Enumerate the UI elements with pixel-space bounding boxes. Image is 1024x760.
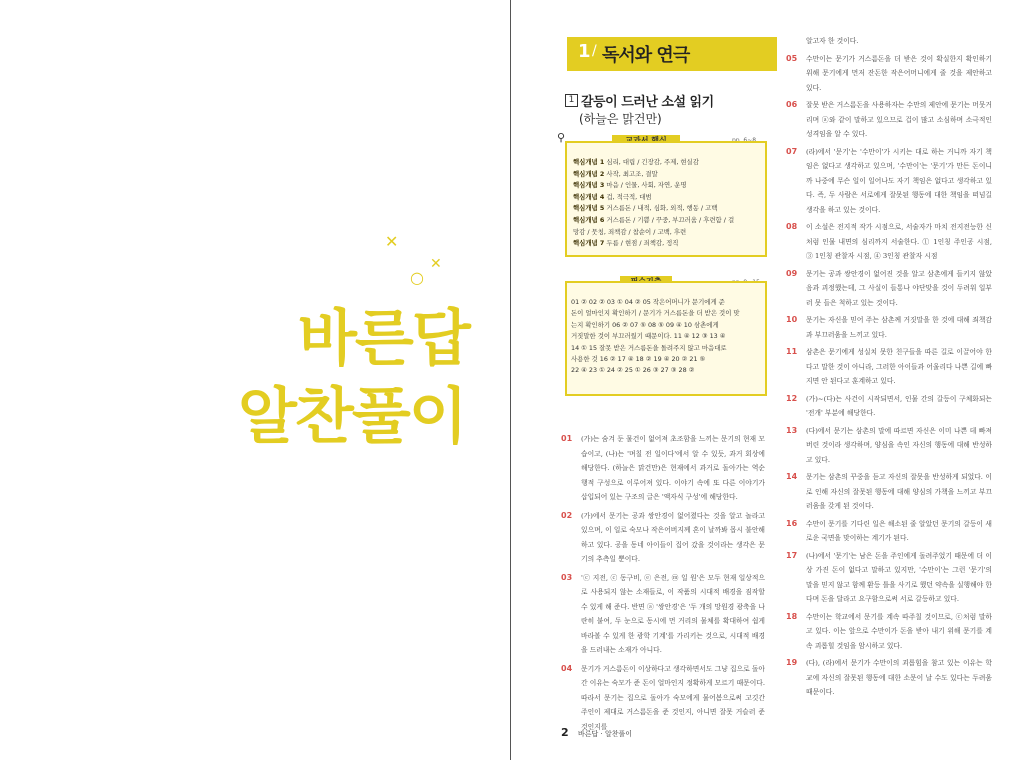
answer-line: 22 ④ 23 ① 24 ② 25 ① 26 ③ 27 ③ 28 ② xyxy=(571,366,695,375)
explanation-item: 03 'ⓒ 지전, ⓒ 동구비, ⓔ 은전, ⓜ 일 원'은 모두 현재 일상적으로 사용되지 않는 소재들로, 이 작품의 시대적 배경을 짐작할 수 있게 해 준다. 반면 ⓐ '쌍안경'은 '두 개의 망원경 광축을 나란히 붙여, 두 눈으로 동시에 먼 거리의 물체를 확대하여 쉽게 바라볼 수 있게 한 광학 기계'를 가리키는 것으로, 시대적 배경을 드러내는 소재가 아니다. xyxy=(561,572,765,654)
chapter-number: 1 xyxy=(578,41,591,62)
core-row: 핵심개념 7 두름 / 현점 / 죄책감, 정직 xyxy=(573,239,679,248)
answer-line: 돈이 얼마인지 확인하기 / 문기가 거스름돈을 더 받은 것이 맞 xyxy=(571,309,740,318)
circle-decoration-icon: ○ xyxy=(410,268,424,287)
core-row: 핵심개념 5 거스름돈 / 내적, 심화, 외적, 행동 / 고백 xyxy=(573,204,718,213)
section-title: 갈등이 드러난 소설 읽기 xyxy=(581,95,714,110)
core-row: 핵심개념 2 사작, 최고조, 결말 xyxy=(573,169,658,178)
explanation-item: 05 수만이는 문기가 거스름돈을 더 받은 것이 확실한지 확인하기 위해 문기에게 먼저 잔돈한 작은어머니에게 줄 것을 제안하고 있다. xyxy=(786,53,992,92)
explanation-item: 13 (다)에서 문기는 삼촌의 말에 따르면 자신은 이미 나쁜 데 빠져 버린 것이라 생각하며, 양심을 속인 자신의 행동에 대해 반성하고 있다. xyxy=(786,425,992,464)
continued-text: 알고자 한 것이다. xyxy=(806,37,859,45)
left-page xyxy=(0,0,510,760)
section-number-box: 1 xyxy=(565,94,578,107)
answer-line: 01 ② 02 ② 03 ① 04 ② 05 작은어머니가 문기에게 준 xyxy=(571,298,725,306)
explanation-item: 19 (다), (라)에서 문기가 수만이의 괴롭힘을 참고 있는 이유는 학교에 자신의 잘못된 행동에 대한 소문이 날 수도 있다는 두려움 때문이다. xyxy=(786,658,992,696)
explanation-item: 16 수만이 문기를 기다린 일은 해소된 줄 알았던 문기의 갈등이 새로운 국면을 맞이하는 계기가 된다. xyxy=(786,518,992,542)
brand-line-1: 바른답 xyxy=(298,303,469,374)
core-concept-card xyxy=(565,141,767,257)
footer-title: 바른답 · 알찬풀이 xyxy=(578,730,633,738)
section-subtitle: (하늘은 맑건만) xyxy=(579,112,662,126)
explanation-column-right xyxy=(786,34,992,700)
answer-line: 거짓말한 것이 부끄러웠기 때문이다. 11 ④ 12 ③ 13 ④ xyxy=(571,332,726,341)
core-row: 핵심개념 1 심리, 대립 / 긴장감, 주제, 현실감 xyxy=(573,158,699,166)
explanation-item: 02 (가)에서 문기는 공과 쌍안경이 없어졌다는 것을 알고 놀라고 있으며, 이 일로 숙모나 작은어버지께 혼이 날까봐 몹시 불안해하고 있다. 공을 동네 아이들이 집어 갔을 것이라는 생각은 문기의 추측일 뿐이다. xyxy=(561,510,765,563)
explanation-item: 11 삼촌은 문기에게 성실치 못한 친구들을 따른 길로 이끌어야 한다고 말한 것이 아니라, 그러한 아이들과 어울리다 나쁜 길에 빠지면 안 된다고 훈계하고 있다. xyxy=(786,347,992,385)
explanation-item: 12 (가)~(다)는 사건이 시작되면서, 인물 간의 갈등이 구체화되는 '전개' 부분에 해당한다. xyxy=(786,393,992,417)
answer-line: 14 ① 15 잘못 받은 거스름돈을 돌려주지 않고 마음대로 xyxy=(571,343,727,352)
explanation-item: 14 문기는 삼촌의 꾸중을 듣고 자신의 잘못을 반성하게 되었다. 이로 인해 자신의 잘못된 행동에 대해 양심의 가책을 느끼고 부끄러움을 갖게 된 것이다. xyxy=(786,472,992,510)
search-icon: ⚲ xyxy=(557,131,566,144)
chapter-title: 독서와 연극 xyxy=(602,45,690,66)
brand-title xyxy=(238,300,508,456)
explanation-item: 07 (라)에서 '문기'는 '수만이'가 시키는 대로 하는 거니까 자기 책임은 없다고 생각하고 있으며, '수만이'는 '문기'가 만든 돈이니까 나중에 무슨 일이 일어나도 자기 책임은 없다고 생각하고 있다. 즉, 두 사람은 서로에게 잘못된 행동에 대한 책임을 떠넘길 생각을 하고 있는 것이다. xyxy=(786,146,992,214)
page-number: 2 xyxy=(561,726,569,739)
explanation-item: 08 이 소설은 전지적 작가 시점으로, 서술자가 마치 전지전능한 신처럼 인물 내면의 심리까지 서술한다. ① 1인칭 주인공 시점, ③ 1인칭 관찰자 시점, ④ 3인칭 관찰자 시점 xyxy=(786,222,992,260)
answer-card xyxy=(565,281,767,396)
core-row: 핵심개념 3 마음 / 인물, 사회, 자연, 운명 xyxy=(573,181,687,190)
explanation-item: 06 잘못 받은 거스름돈을 사용하자는 수만의 제안에 문기는 머뭇거리며 ⓐ와 같이 말하고 있으므로 겁이 많고 소심하며 소극적인 성격임을 알 수 있다. xyxy=(786,100,992,138)
explanation-column-left xyxy=(561,432,765,734)
explanation-item: 10 문기는 자신을 믿어 주는 삼촌께 거짓말을 한 것에 대해 죄책감과 부끄러움을 느끼고 있다. xyxy=(786,315,992,339)
explanation-item: 09 문기는 공과 쌍안경이 없어진 것을 알고 삼촌에게 들키지 않았음과 괴정했는데, 그 사실이 들통나 야단맞을 것이 두려워 일부러 못 들은 척하고 있는 것이다. xyxy=(786,268,992,307)
cross-decoration-icon: ✕ xyxy=(430,256,442,272)
explanation-item: 01 (가)는 숨겨 둔 물건이 없어져 초조함을 느끼는 문기의 현재 모습이고, (나)는 '며칠 전 일이다'에서 알 수 있듯, 과거 회상에 해당한다. (하늘은 맑건만)은 현재에서 과거로 돌아가는 역순행적 구성으로 이루어져 있다. 이야기 속에 또 다른 이야기가 삽입되어 있는 구조의 글은 '액자식 구성'에 해당한다. xyxy=(561,434,765,501)
explanation-item: 17 (나)에서 '문기'는 남은 돈을 주인에게 돌려주었기 때문에 더 이상 가진 돈이 없다고 말하고 있지만, '수만이'는 그런 '문기'의 말을 믿지 않고 함께 환등 틀을 사기로 했던 약속을 실행해야 한다며 돈을 달라고 요구함으로써 서로 갈등하고 있다. xyxy=(786,550,992,603)
explanation-item: 18 수만이는 학교에서 문기를 계속 따주칠 것이므로, ⓒ처럼 말하고 있다. 이는 앞으로 수만이가 돈을 받아 내기 위해 문기를 계속 괴롭힐 것임을 암시하고 있다. xyxy=(786,611,992,650)
page-fold-divider xyxy=(510,0,511,760)
chapter-slash: / xyxy=(592,43,597,59)
cross-decoration-icon: ✕ xyxy=(385,232,399,251)
explanation-item: 04 문기가 거스름돈이 이상하다고 생각하면서도 그냥 집으로 돌아간 이유는 숙모가 준 돈이 얼마인지 정확하게 모르기 때문이다. 따라서 문기는 집으로 돌아가 숙모에게 물어봄으로써 고깃간 주인이 제대로 거스름돈을 준 것인지, 아니면 잘못 거슬러 준 것인지를 xyxy=(561,663,765,731)
answer-line: 사용한 것 16 ② 17 ④ 18 ② 19 ④ 20 ② 21 ⑤ xyxy=(571,355,706,364)
core-row: 망감 / 뭇칭, 죄책감 / 참순이 / 고백, 후련 xyxy=(573,227,687,236)
core-row: 핵심개념 4 겁, 적극적, 대범 xyxy=(573,192,652,201)
core-row: 핵심개념 6 거스름돈 / 기쁨 / 꾸중, 부끄러움 / 후련함 / 걸 xyxy=(573,215,735,224)
brand-line-2: 알찬풀이 xyxy=(238,381,466,452)
answer-line: 는지 확인하기 06 ② 07 ⑤ 08 ⑤ 09 ④ 10 삼촌에게 xyxy=(571,320,719,329)
